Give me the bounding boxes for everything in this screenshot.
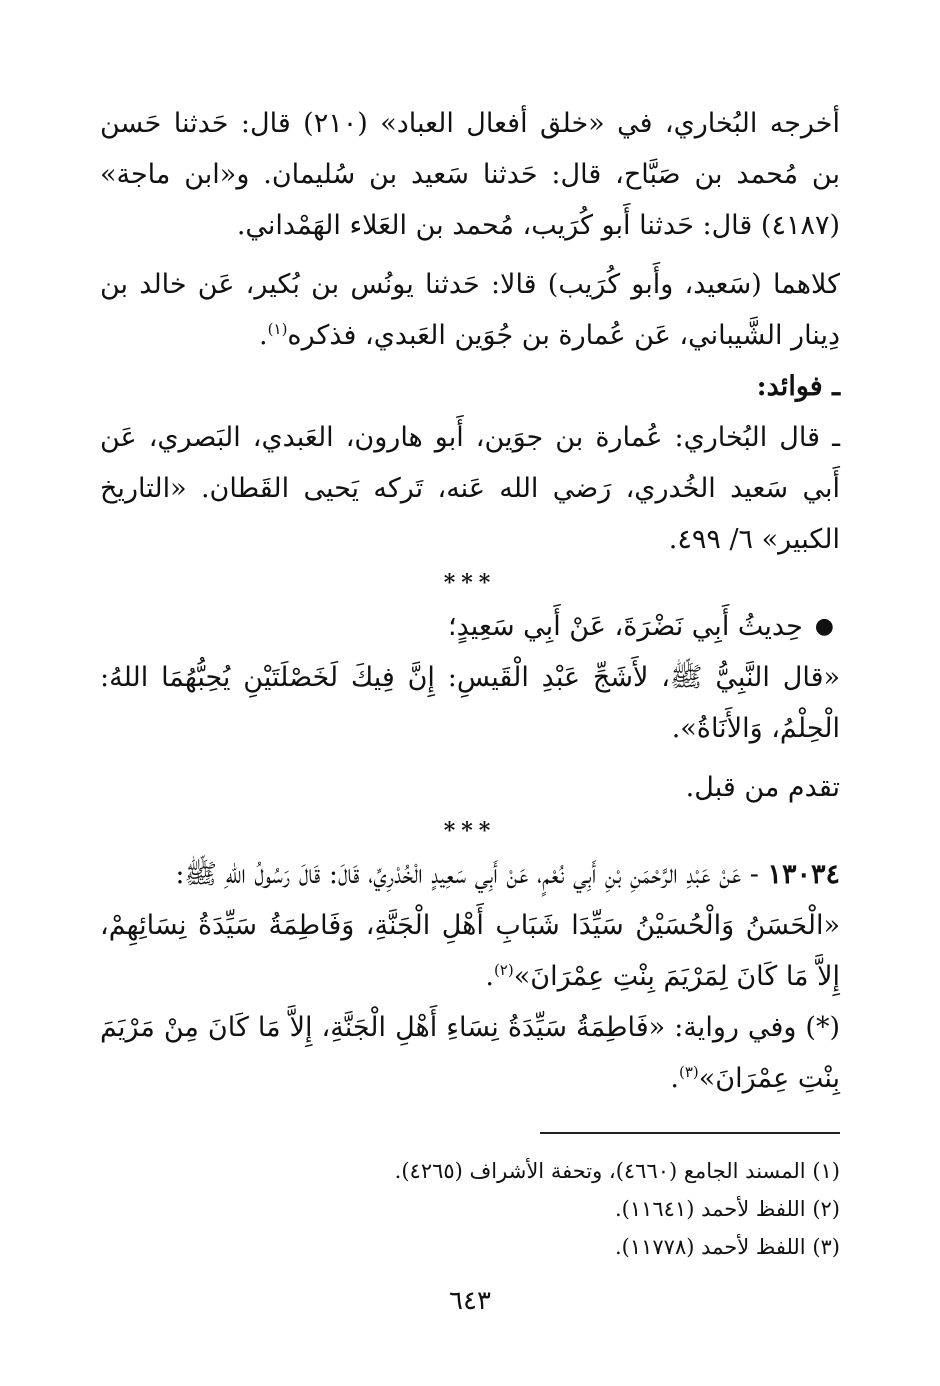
narration-text: (*) وفي رواية: «فَاطِمَةُ سَيِّدَةُ نِسَاءِ أَهْلِ الْجَنَّةِ، إِلاَّ مَا كَانَ مِنْ مَرْيَمَ بِنْتِ عِمْرَانَ»: [100, 1012, 840, 1094]
fawaid-heading: ـ فوائد:: [756, 371, 840, 402]
bukhari-note: ـ قال البُخاري: عُمارة بن جوَين، أَبو هارون، العَبدي، البَصري، عَن أَبي سَعيد الخُدري، رَضي الله عَنه، تَركه يَحيى القَطان. «التاريخ الكبير» ٦/ ٤٩٩.: [100, 422, 840, 555]
takhrij-paragraph: أخرجه البُخاري، في «خلق أفعال العباد» (٢١٠) قال: حَدثنا حَسن بن مُحمد بن صَبَّاح، قال: حَدثنا سَعيد بن سُليمان. و«ابن ماجة» (٤١٨٧) قال: حَدثنا أَبو كُرَيب، مُحمد بن العَلاء الهَمْداني.: [100, 108, 840, 241]
hadith-chain-heading: [100, 601, 840, 652]
hadith-text-ashaj: «قال النَّبِيُّ ﷺ، لأَشَجِّ عَبْدِ الْقَيسِ: إِنَّ فِيكَ لَخَصْلَتَيْنِ يُحِبُّهُمَا اللهُ: الْحِلْمُ، وَالأَنَاةُ».: [100, 662, 840, 744]
footnote-ref-3[interactable]: (٣): [678, 1063, 699, 1081]
chain-text: كلاهما (سَعيد، وأَبو كُرَيب) قالا: حَدثنا يونُس بن بُكير، عَن خالد بن دِينار الشَّيباني، عَن عُمارة بن جُوَين العَبدي، فذكره: [100, 269, 840, 351]
bullet-icon: ●: [814, 614, 834, 639]
hadith-number: ١٣٠٣٤: [767, 859, 840, 890]
footnote-ref-1[interactable]: (١): [267, 320, 288, 338]
previous-note: تقدم من قبل.: [685, 772, 840, 803]
chain-end: .: [259, 320, 268, 351]
matn-text: «الْحَسَنُ وَالْحُسَيْنُ سَيِّدَا شَبَابِ أَهْلِ الْجَنَّةِ، وَفَاطِمَةُ سَيِّدَةُ نِسَائِهِمْ، إِلاَّ مَا كَانَ لِمَرْيَمَ بِنْتِ عِمْرَانَ»: [100, 910, 840, 992]
footnote-divider: [540, 1132, 840, 1134]
page-body: [100, 98, 840, 1104]
section-separator-2: ***: [443, 818, 497, 844]
hadith-isnad: - عَنْ عَبْدِ الرَّحْمَنِ بْنِ أَبِي نُعْمٍ، عَنْ أَبِي سَعِيدٍ الْخُدْرِيِّ، قَالَ: قَالَ رَسُولُ اللهِ ﷺ:: [175, 859, 768, 890]
hadith-13034-chain: [100, 849, 840, 900]
hadith-13034-matn: [100, 900, 840, 1002]
footnotes: [100, 1152, 840, 1266]
narration-end: .: [670, 1063, 679, 1094]
footnote-1: (١) المسند الجامع (٤٦٦٠)، وتحفة الأشراف (٤٢٦٥).: [394, 1159, 840, 1183]
footnote-ref-2[interactable]: (٢): [493, 961, 514, 979]
hadith-chain-text: حِديثُ أَبِي نَضْرَةَ، عَنْ أَبِي سَعِيدٍ؛: [448, 611, 803, 642]
footnote-2: (٢) اللفظ لأحمد (١١٦٤١).: [614, 1197, 840, 1221]
page-number: ٦٤٣: [449, 1286, 491, 1316]
chain-paragraph: [100, 259, 840, 361]
alternate-narration: [100, 1002, 840, 1104]
footnote-3: (٣) اللفظ لأحمد (١١٧٧٨).: [614, 1235, 840, 1259]
matn-end: .: [485, 961, 494, 992]
section-separator-1: ***: [443, 570, 497, 596]
